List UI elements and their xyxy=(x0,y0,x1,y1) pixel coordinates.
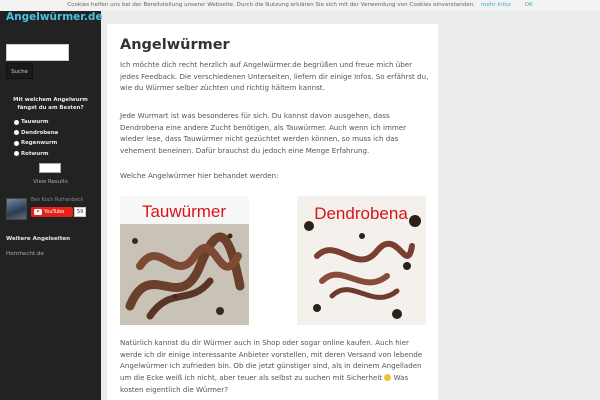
image-label: Dendrobena xyxy=(314,204,408,223)
poll-question: Mit welchem Angelwurm fängst du am Besten? xyxy=(13,97,88,111)
vote-button[interactable] xyxy=(39,163,61,173)
search-button[interactable]: Suche xyxy=(6,63,33,79)
subscriber-count: 59 xyxy=(74,207,86,217)
dendrobena-image[interactable] xyxy=(297,196,426,325)
main-content xyxy=(107,24,438,400)
poll-option-rotwurm[interactable] xyxy=(14,149,58,160)
poll-option-label: Dendrobena xyxy=(21,129,59,136)
poll-option-label: Rotwurm xyxy=(21,150,49,157)
channel-avatar[interactable] xyxy=(6,198,27,220)
view-results-link[interactable]: View Results xyxy=(33,179,68,185)
poll-option-label: Regenwurm xyxy=(21,140,58,147)
youtube-widget xyxy=(6,198,96,220)
channel-name[interactable]: Ben Koch Ruthenbeck xyxy=(31,198,84,203)
cookie-notice xyxy=(0,0,600,11)
widget-title: Weitere Angelseiten xyxy=(6,236,71,242)
youtube-button-label: YouTube xyxy=(44,209,65,215)
smiley-icon xyxy=(384,374,391,381)
youtube-play-icon xyxy=(34,209,42,215)
radio-button[interactable] xyxy=(14,151,19,156)
search-input[interactable] xyxy=(6,44,69,61)
poll-option-label: Tauwurm xyxy=(21,119,49,126)
radio-button[interactable] xyxy=(14,120,19,125)
site-title[interactable]: Angelwürmer.de xyxy=(6,11,103,23)
radio-button[interactable] xyxy=(14,141,19,146)
body-paragraph: Jede Wurmart ist was besonderes für sich. Du kannst davon ausgehen, dass Dendrobena eine andere Zucht benötigen, als Tauwürmer. Auch wenn ich immer wieder lese, dass Tauwürmer nicht gezüchtet werden können, so muss ich das vehement beneinen. Dafür brauchst du jedoch eine Menge Erfahrung. xyxy=(120,111,407,156)
radio-button[interactable] xyxy=(14,130,19,135)
image-label: Tauwürmer xyxy=(141,202,227,221)
price-question-text: Was kosten eigentlich die Würmer? xyxy=(120,373,409,394)
youtube-subscribe-button[interactable] xyxy=(31,207,73,217)
poll-option-regenwurm[interactable] xyxy=(14,138,58,149)
intro-paragraph: Ich möchte dich recht herzlich auf Angelwürmer.de begrüßen und freue mich über jedes Feedback. Die verschiedenen Unterseiten, liefern dir einige Infos. So erfährst du, wie du Würmer selber züchten und richtig hältern kannst. xyxy=(120,60,429,93)
worm-photo xyxy=(297,196,426,325)
worm-photo xyxy=(120,196,249,325)
cookie-text: Cookies helfen uns bei der Bereitstellung unserer Webseite. Durch die Nutzung erklären Sie sich mit der Verwendung von Cookies einverstanden. xyxy=(67,2,476,8)
tauwuermer-image[interactable] xyxy=(120,196,249,325)
cookie-ok-button[interactable]: OK xyxy=(524,2,533,8)
poll-options xyxy=(14,117,58,159)
poll-option-dendrobena[interactable] xyxy=(14,128,58,139)
cookie-more-info-link[interactable]: mehr Infos xyxy=(480,2,511,8)
sidebar xyxy=(0,0,101,400)
section-intro: Welche Angelwürmer hier behandet werden: xyxy=(120,171,279,180)
shop-text: Natürlich kannst du dir Würmer auch in Shop oder sogar online kaufen. Auch hier werde ich dir einige interessante Anbieter vorstellen, mit deren Versand von lebende Angelwürmer ich zufrieden bin. Ob die jetzt günstiger sind, als in deinem Angelladen um die Ecke weiß ich nicht, aber teuer als selbst zu suchen mit Sicherheit xyxy=(120,338,423,383)
widget-link-hornhecht[interactable]: Hornhecht.de xyxy=(6,251,44,257)
page-title: Angelwürmer xyxy=(120,37,230,53)
poll-option-tauwurm[interactable] xyxy=(14,117,58,128)
shop-paragraph xyxy=(120,337,432,396)
